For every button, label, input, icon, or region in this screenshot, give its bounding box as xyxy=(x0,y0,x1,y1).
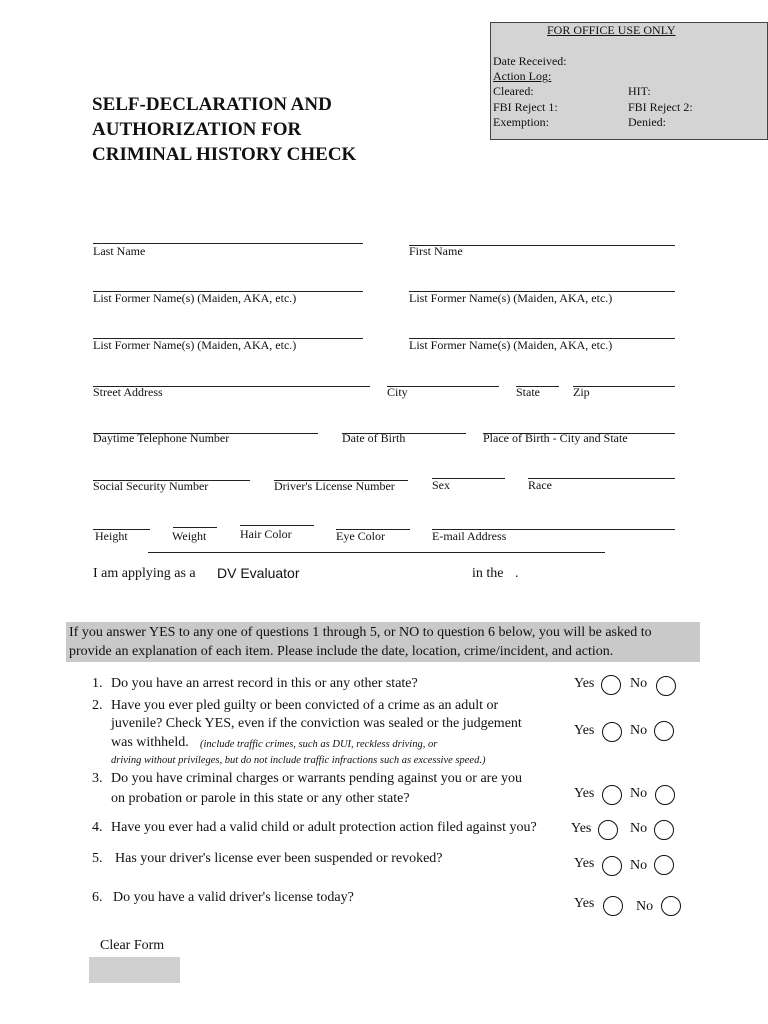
q5-yes-label: Yes xyxy=(574,856,595,871)
dob-label: Date of Birth xyxy=(342,431,406,445)
street-address-label: Street Address xyxy=(93,385,163,399)
state-label: State xyxy=(516,385,540,399)
office-hit: HIT: xyxy=(628,84,651,98)
former-name-label-4: List Former Name(s) (Maiden, AKA, etc.) xyxy=(409,338,613,352)
question-number: 2. xyxy=(92,698,103,713)
form-title xyxy=(92,92,356,167)
applying-org-field[interactable]: . xyxy=(515,566,519,581)
office-fbi-reject-2: FBI Reject 2: xyxy=(628,100,693,114)
question-note: (include traffic crimes, such as DUI, reckless driving, or xyxy=(200,739,438,750)
office-header: FOR OFFICE USE ONLY xyxy=(547,23,676,37)
question-number: 3. xyxy=(92,771,103,786)
clear-form-label: Clear Form xyxy=(100,938,165,953)
hair-color-input[interactable] xyxy=(240,525,314,526)
drivers-license-label: Driver's License Number xyxy=(274,479,395,493)
q6-no-radio[interactable] xyxy=(661,896,681,916)
q5-no-radio[interactable] xyxy=(654,855,674,875)
question-text: Have you ever pled guilty or been convicted of a crime as an adult or xyxy=(111,698,499,713)
zip-label: Zip xyxy=(573,385,590,399)
question-text: Has your driver's license ever been suspended or revoked? xyxy=(115,851,443,866)
eye-color-label: Eye Color xyxy=(336,529,385,543)
weight-input[interactable] xyxy=(173,527,217,528)
question-note: driving without privileges, but do not include traffic infractions such as excessive speed.) xyxy=(111,755,486,766)
clear-form-button[interactable] xyxy=(89,957,180,983)
office-exemption: Exemption: xyxy=(493,115,549,129)
q4-yes-radio[interactable] xyxy=(598,820,618,840)
place-of-birth-label: Place of Birth - City and State xyxy=(483,431,628,445)
question-text: was withheld. xyxy=(111,735,189,750)
question-number: 5. xyxy=(92,851,103,866)
office-denied: Denied: xyxy=(628,115,666,129)
office-cleared: Cleared: xyxy=(493,84,534,98)
weight-label: Weight xyxy=(172,529,207,543)
q2-yes-label: Yes xyxy=(574,723,595,738)
question-number: 4. xyxy=(92,820,103,835)
q2-no-label: No xyxy=(630,723,648,738)
former-name-label-1: List Former Name(s) (Maiden, AKA, etc.) xyxy=(93,291,297,305)
first-name-label: First Name xyxy=(409,244,463,258)
former-name-label-3: List Former Name(s) (Maiden, AKA, etc.) xyxy=(93,338,297,352)
question-number: 6. xyxy=(92,890,103,905)
sex-label: Sex xyxy=(432,478,450,492)
office-fbi-reject-1: FBI Reject 1: xyxy=(493,100,558,114)
instructions-text: If you answer YES to any one of questions 1 through 5, or NO to question 6 below, you will be asked to provide an explanation of each item. Please include the date, location, crime/incident, and action. xyxy=(66,622,700,662)
office-use-box xyxy=(490,22,768,140)
q2-no-radio[interactable] xyxy=(654,721,674,741)
q5-no-label: No xyxy=(630,858,648,873)
q4-no-label: No xyxy=(630,821,648,836)
question-text: Have you ever had a valid child or adult protection action filed against you? xyxy=(111,820,537,835)
question-text: Do you have a valid driver's license today? xyxy=(113,890,354,905)
last-name-label: Last Name xyxy=(93,244,146,258)
question-text: Do you have criminal charges or warrants pending against you or are you xyxy=(111,771,523,786)
city-label: City xyxy=(387,385,408,399)
email-label: E-mail Address xyxy=(432,529,507,543)
phone-label: Daytime Telephone Number xyxy=(93,431,230,445)
q6-no-label: No xyxy=(636,899,654,914)
ssn-label: Social Security Number xyxy=(93,479,209,493)
q6-yes-label: Yes xyxy=(574,896,595,911)
office-action-log: Action Log: xyxy=(493,69,552,83)
title-line-1: SELF-DECLARATION AND xyxy=(92,94,332,115)
q1-no-label: No xyxy=(630,676,648,691)
separator-line xyxy=(148,552,605,553)
question-text: on probation or parole in this state or any other state? xyxy=(111,791,410,806)
question-text: Do you have an arrest record in this or any other state? xyxy=(111,676,418,691)
office-date-received: Date Received: xyxy=(493,54,567,68)
q1-yes-radio[interactable] xyxy=(601,675,621,695)
q4-yes-label: Yes xyxy=(571,821,592,836)
hair-color-label: Hair Color xyxy=(240,527,292,541)
q4-no-radio[interactable] xyxy=(654,820,674,840)
q3-yes-label: Yes xyxy=(574,786,595,801)
q1-no-radio[interactable] xyxy=(656,676,676,696)
former-name-label-2: List Former Name(s) (Maiden, AKA, etc.) xyxy=(409,291,613,305)
title-line-3: CRIMINAL HISTORY CHECK xyxy=(92,144,357,165)
question-text: juvenile? Check YES, even if the conviction was sealed or the judgement xyxy=(111,716,522,731)
q3-yes-radio[interactable] xyxy=(602,785,622,805)
q3-no-label: No xyxy=(630,786,648,801)
q6-yes-radio[interactable] xyxy=(603,896,623,916)
question-number: 1. xyxy=(92,676,103,691)
q5-yes-radio[interactable] xyxy=(602,856,622,876)
q2-yes-radio[interactable] xyxy=(602,722,622,742)
title-line-2: AUTHORIZATION FOR xyxy=(92,119,302,140)
height-label: Height xyxy=(95,529,128,543)
applying-in-the: in the xyxy=(472,566,504,581)
applying-role-field[interactable]: DV Evaluator xyxy=(217,565,300,581)
q1-yes-label: Yes xyxy=(574,676,595,691)
applying-prefix: I am applying as a xyxy=(93,566,196,581)
race-label: Race xyxy=(528,478,552,492)
q3-no-radio[interactable] xyxy=(655,785,675,805)
